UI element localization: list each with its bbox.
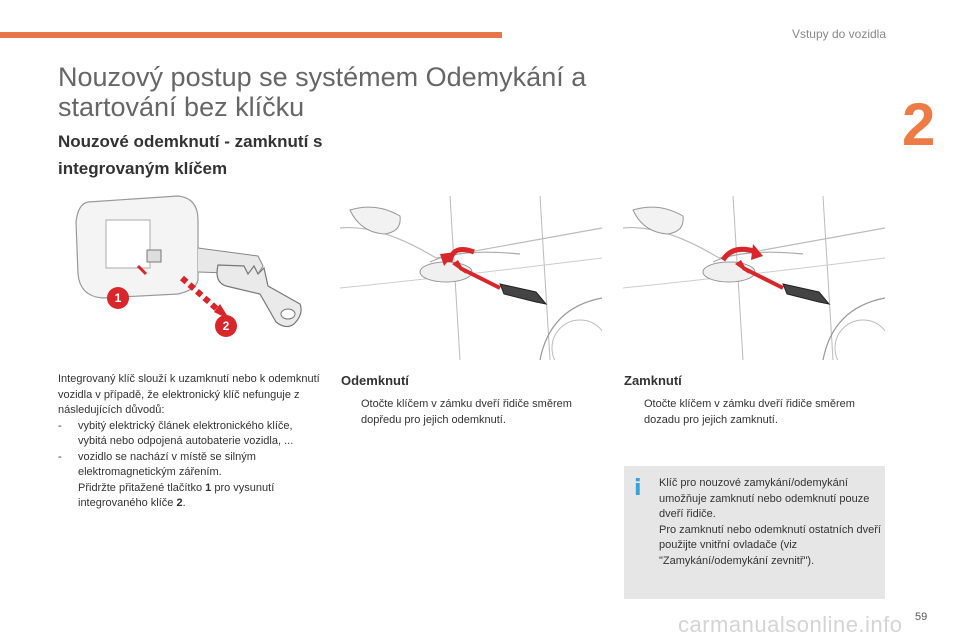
lock-instruction bbox=[624, 397, 886, 428]
header-accent-bar bbox=[0, 32, 502, 38]
dash-marker: - bbox=[58, 419, 62, 432]
door-lock-drawing bbox=[623, 188, 885, 360]
info-paragraph: Klíč pro nouzové zamykání/odemykání umožňuje zamknutí nebo odemknutí pouze dveří řidiče. bbox=[659, 477, 870, 520]
door-lock-illustration bbox=[623, 188, 885, 360]
action-item: Přidržte přitažené tlačítko 1 pro vysunutí integrovaného klíče 2. bbox=[78, 481, 275, 509]
intro-block bbox=[58, 372, 320, 512]
lock-heading: Zamknutí bbox=[624, 373, 682, 388]
unlock-heading: Odemknutí bbox=[341, 373, 409, 388]
info-box bbox=[624, 466, 885, 599]
section-label: Vstupy do vozidla bbox=[791, 27, 886, 41]
key-illustration bbox=[58, 190, 320, 350]
list-item: Otočte klíčem v zámku dveří řidiče směrem dozadu pro jejich zamknutí. bbox=[644, 398, 855, 426]
dash-marker: - bbox=[58, 450, 62, 463]
list-item: Otočte klíčem v zámku dveří řidiče směrem dopředu pro jejich odemknutí. bbox=[361, 398, 572, 426]
unlock-instruction bbox=[341, 397, 603, 428]
door-unlock-illustration bbox=[340, 188, 602, 360]
info-paragraph: Pro zamknutí nebo odemknutí ostatních dveří použijte vnitřní ovladače (viz "Zamykání/odemykání zevnitř"). bbox=[659, 523, 881, 567]
key-drawing bbox=[58, 190, 320, 350]
callout-2-label: 2 bbox=[222, 319, 230, 333]
reason-list bbox=[58, 419, 320, 512]
watermark: carmanualsonline.info bbox=[678, 612, 903, 637]
door-unlock-drawing bbox=[340, 188, 602, 360]
list-item: - vozidlo se nachází v místě se silným elektromagnetickým zářením. bbox=[58, 450, 256, 478]
callout-1-label: 1 bbox=[114, 291, 122, 305]
info-text bbox=[659, 476, 881, 569]
info-icon: i bbox=[634, 476, 642, 501]
list-item: - vybitý elektrický článek elektronického klíče, vybitá nebo odpojená autobaterie vozidla, ... bbox=[58, 419, 294, 447]
intro-paragraph: Integrovaný klíč slouží k uzamknutí nebo k odemknutí vozidla v případě, že elektronický klíč nefunguje z následujících důvodů: bbox=[58, 373, 320, 416]
chapter-number: 2 bbox=[902, 91, 936, 158]
page-title: Nouzový postup se systémem Odemykání a startování bez klíčku bbox=[58, 62, 587, 122]
section-subtitle: Nouzové odemknutí - zamknutí s integrovaným klíčem bbox=[58, 132, 323, 178]
page-number: 59 bbox=[915, 611, 928, 623]
